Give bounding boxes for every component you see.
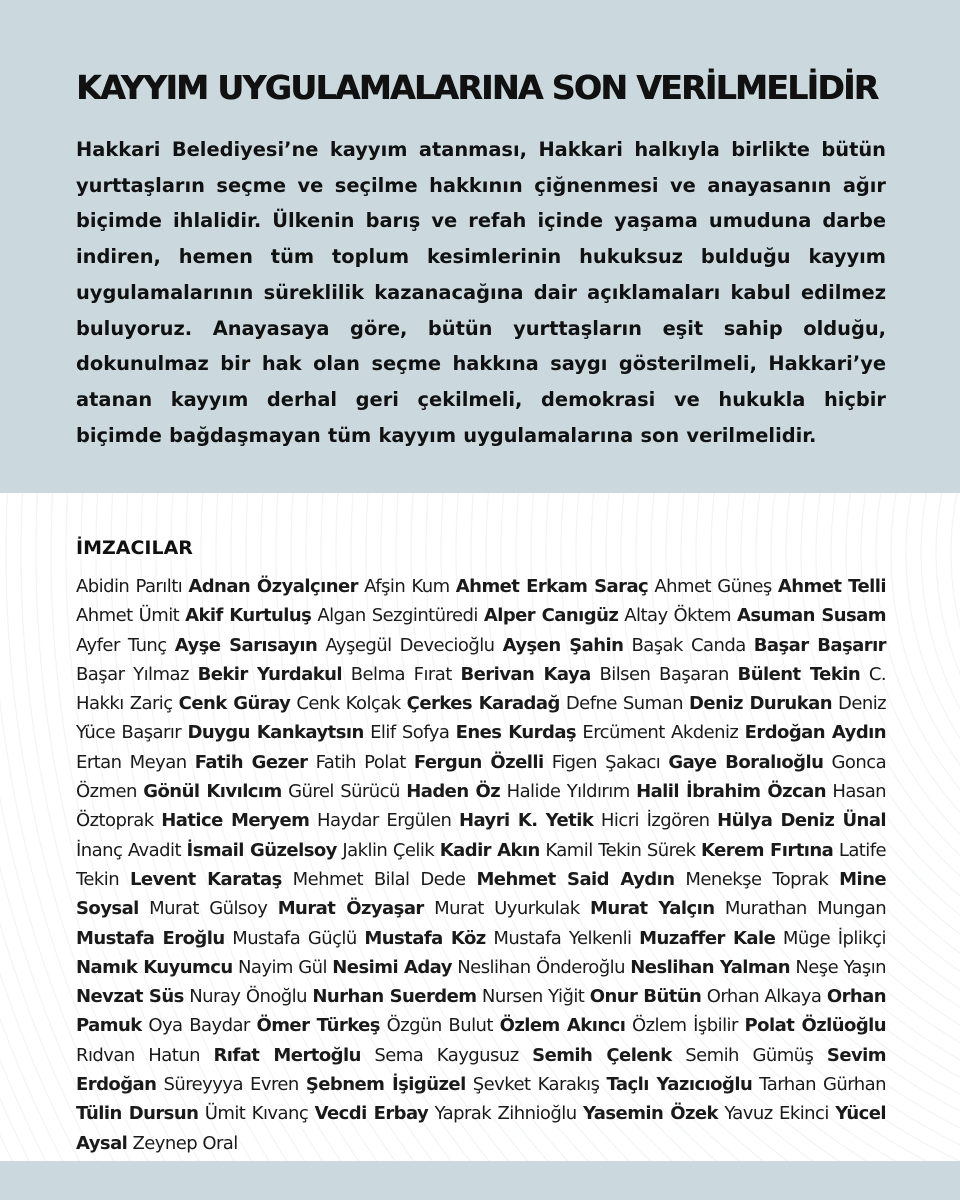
signatory-name: Orhan Pamuk bbox=[76, 986, 887, 1037]
signatory-name: Mehmet Bilal Dede bbox=[292, 868, 466, 890]
signatory-name: Deniz Durukan bbox=[689, 693, 832, 715]
signatory-name: Akif Kurtuluş bbox=[185, 605, 312, 627]
signatory-name: Afşin Kum bbox=[364, 576, 450, 597]
signatory-name: Ayfer Tunç bbox=[76, 634, 167, 656]
signatory-name: Ayşen Şahin bbox=[502, 634, 624, 656]
signatory-name: Özgün Bulut bbox=[386, 1015, 493, 1037]
signatory-name: Sevim Erdoğan bbox=[76, 1044, 886, 1096]
signatory-name: Semih Çelenk bbox=[532, 1044, 672, 1066]
signatory-name: Mine Soysal bbox=[76, 868, 887, 920]
statement-text: Hakkari Belediyesi’ne kayyım atanması, Hakkari halkıyla birlikte bütün yurttaşların seçme ve seçilme hakkının çiğnenmesi ve anayasanın ağır biçimde ihlalidir. Ülkenin barış ve refah içinde yaşama umuduna darbe indiren, hemen tüm toplum kesimlerinin hukuksuz bulduğu kayyım uygulamalarının süreklilik kazanacağına dair açıklamaları kabul edilmez buluyoruz. Anayasaya göre, bütün yurttaşların eşit sahip olduğu, dokunulmaz bir hak olan seçme hakkına saygı gösterilmeli, Hakkari’ye atanan kayyım derhal geri çekilmeli, demokrasi ve hukukla hiçbir biçimde bağdaşmayan tüm kayyım uygulamalarına son verilmelidir. bbox=[76, 138, 886, 447]
signatory-name: Ahmet Güneş bbox=[654, 576, 772, 597]
signatory-name: Rıfat Mertoğlu bbox=[213, 1044, 361, 1066]
signatory-name: Gonca Özmen bbox=[76, 751, 887, 803]
signatory-name: Kamil Tekin Sürek bbox=[545, 839, 696, 861]
signatory-name: Kerem Fırtına bbox=[701, 839, 834, 861]
signatory-name: Murathan Mungan bbox=[724, 898, 887, 920]
signatory-name: Bilsen Başaran bbox=[599, 663, 729, 685]
signatory-name: Haydar Ergülen bbox=[317, 810, 452, 832]
signatory-name: Menekşe Toprak bbox=[685, 868, 829, 890]
page-title: KAYYIM UYGULAMALARINA SON VERİLMELİDİR bbox=[76, 68, 878, 107]
signatory-name: Defne Suman bbox=[565, 693, 683, 715]
signatory-name: Ayşegül Devecioğlu bbox=[325, 634, 495, 656]
signatory-name: Murat Özyaşar bbox=[277, 898, 424, 920]
signatory-name: Kadir Akın bbox=[439, 839, 540, 861]
signatory-name: Gönül Kıvılcım bbox=[143, 781, 282, 803]
signatory-name: Ahmet Telli bbox=[777, 576, 887, 597]
signatory-name: İsmail Güzelsoy bbox=[186, 839, 337, 861]
signatory-name: Cenk Kolçak bbox=[296, 693, 401, 715]
signatory-name: Yavuz Ekinci bbox=[724, 1103, 829, 1125]
signatory-name: Enes Kurdaş bbox=[455, 722, 577, 744]
signatory-name: Bekir Yurdakul bbox=[197, 663, 343, 685]
signatory-name: Nevzat Süs bbox=[76, 986, 184, 1008]
footer-band bbox=[0, 1161, 960, 1200]
signatory-name: Levent Karataş bbox=[129, 868, 282, 890]
signatory-name: Taçlı Yazıcıoğlu bbox=[606, 1074, 753, 1096]
signatory-name: Belma Fırat bbox=[350, 663, 452, 685]
signatory-name: Nayim Gül bbox=[237, 956, 327, 978]
signatory-name: Murat Gülsoy bbox=[149, 898, 268, 920]
signatory-name: Murat Uyurkulak bbox=[434, 898, 580, 920]
signatory-name: Figen Şakacı bbox=[551, 751, 661, 773]
signatory-name: Yücel Aysal bbox=[76, 1103, 887, 1154]
signatory-name: Latife Tekin bbox=[76, 839, 887, 890]
signatory-name: Şebnem İşigüzel bbox=[305, 1074, 466, 1096]
signatory-name: Duygu Kankaytsın bbox=[187, 722, 364, 744]
signatory-name: Nesimi Aday bbox=[332, 956, 452, 978]
signatory-name: Başar Başarır bbox=[753, 634, 887, 656]
signatory-name: Fatih Gezer bbox=[194, 751, 308, 773]
signatory-name: Şevket Karakış bbox=[472, 1074, 600, 1096]
signatory-name: Namık Kuyumcu bbox=[76, 956, 233, 978]
signatory-name: Yaprak Zihnioğlu bbox=[434, 1103, 577, 1125]
signatory-name: Polat Özlüoğlu bbox=[744, 1015, 887, 1037]
signatory-name: Mustafa Güçlü bbox=[232, 927, 357, 949]
signatory-name: Müge İplikçi bbox=[782, 927, 886, 949]
signatory-name: Ömer Türkeş bbox=[256, 1015, 380, 1037]
signatory-name: Neşe Yaşın bbox=[795, 956, 887, 978]
signatory-name: Muzaffer Kale bbox=[639, 927, 776, 949]
signatory-name: Orhan Alkaya bbox=[706, 986, 822, 1008]
signatory-name: Sema Kaygusuz bbox=[374, 1044, 519, 1066]
signatory-name: Jaklin Çelik bbox=[342, 839, 435, 861]
signatory-name: Ahmet Ümit bbox=[76, 605, 180, 627]
signatory-name: Erdoğan Aydın bbox=[744, 722, 887, 744]
signatory-name: Ertan Meyan bbox=[76, 751, 187, 773]
signatory-name: Semih Gümüş bbox=[685, 1044, 814, 1066]
signatory-name: Ercüment Akdeniz bbox=[582, 722, 739, 744]
signatory-name: Ahmet Erkam Saraç bbox=[455, 576, 649, 597]
signatory-name: Hasan Öztoprak bbox=[76, 781, 887, 832]
signatory-name: Tülin Dursun bbox=[76, 1103, 199, 1125]
signatory-name: Cenk Güray bbox=[178, 693, 291, 715]
signatories-list bbox=[76, 572, 886, 1158]
signatories-heading: İMZACILAR bbox=[76, 537, 193, 559]
signatory-name: Yasemin Özek bbox=[582, 1103, 718, 1125]
signatory-name: Mehmet Said Aydın bbox=[476, 868, 675, 890]
signatory-name: Gaye Boralıoğlu bbox=[668, 751, 824, 773]
signatory-name: Nuray Önoğlu bbox=[189, 986, 307, 1008]
signatory-name: Tarhan Gürhan bbox=[759, 1074, 886, 1096]
signatory-name: Haden Öz bbox=[406, 781, 501, 803]
signatory-name: Adnan Özyalçıner bbox=[188, 576, 358, 597]
signatory-name: Oya Baydar bbox=[148, 1015, 250, 1037]
signatory-name: Neslihan Önderoğlu bbox=[457, 956, 625, 978]
signatory-name: Fergun Özelli bbox=[413, 751, 544, 773]
signatory-name: Mustafa Yelkenli bbox=[493, 927, 632, 949]
signatory-name: Onur Bütün bbox=[589, 986, 702, 1008]
signatory-name: Halide Yıldırım bbox=[506, 781, 630, 803]
signatory-name: Bülent Tekin bbox=[737, 663, 861, 685]
signatory-name: Berivan Kaya bbox=[460, 663, 591, 685]
signatory-name: Rıdvan Hatun bbox=[76, 1044, 200, 1066]
signatory-name: Murat Yalçın bbox=[589, 898, 715, 920]
signatory-name: Algan Sezgintüredi bbox=[317, 605, 478, 627]
signatory-name: İnanç Avadit bbox=[76, 839, 181, 861]
signatory-name: Mustafa Köz bbox=[364, 927, 486, 949]
signatory-name: Abidin Parıltı bbox=[76, 576, 183, 597]
signatory-name: Alper Canıgüz bbox=[483, 605, 619, 627]
signatory-name: Hatice Meryem bbox=[161, 810, 310, 832]
signatory-name: Süreyyya Evren bbox=[163, 1074, 299, 1096]
signatory-name: Özlem İşbilir bbox=[632, 1015, 738, 1037]
signatory-name: Neslihan Yalman bbox=[630, 956, 790, 978]
signatory-name: Ümit Kıvanç bbox=[204, 1103, 309, 1125]
signatory-name: Hülya Deniz Ünal bbox=[717, 810, 887, 832]
signatory-name: Çerkes Karadağ bbox=[406, 693, 560, 715]
signatory-name: C. Hakkı Zariç bbox=[76, 663, 887, 715]
signatory-name: Başar Yılmaz bbox=[76, 663, 189, 685]
signatory-name: Fatih Polat bbox=[315, 751, 406, 773]
signatory-name: Mustafa Eroğlu bbox=[76, 927, 225, 949]
signatory-name: Vecdi Erbay bbox=[314, 1103, 429, 1125]
signatory-name: Özlem Akıncı bbox=[499, 1015, 626, 1037]
signatory-name: Gürel Sürücü bbox=[288, 781, 400, 803]
signatory-name: Hayri K. Yetik bbox=[458, 810, 594, 832]
signatory-name: Hicri İzgören bbox=[600, 810, 710, 832]
signatory-name: Zeynep Oral bbox=[132, 1132, 238, 1154]
signatory-name: Altay Öktem bbox=[624, 605, 732, 627]
signatory-name: Halil İbrahim Özcan bbox=[636, 781, 827, 803]
signatory-name: Nurhan Suerdem bbox=[312, 986, 477, 1008]
signatory-name: Ayşe Sarısayın bbox=[174, 634, 318, 656]
signatory-name: Asuman Susam bbox=[736, 605, 886, 627]
signatory-name: Nursen Yiğit bbox=[481, 986, 585, 1008]
signatory-name: Deniz Yüce Başarır bbox=[76, 693, 887, 744]
signatory-name: Elif Sofya bbox=[370, 722, 450, 744]
signatory-name: Başak Canda bbox=[631, 634, 746, 656]
